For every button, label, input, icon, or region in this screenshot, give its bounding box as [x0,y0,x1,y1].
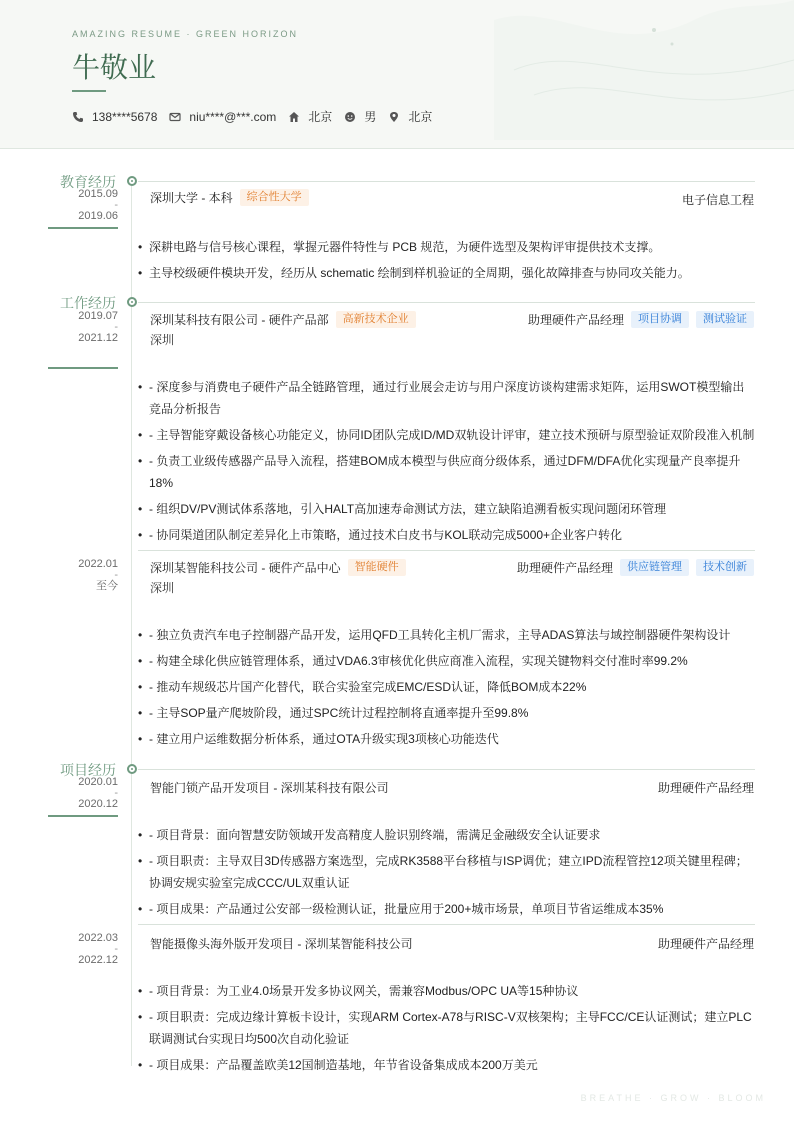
contact-row [72,108,444,125]
section-divider-education [138,181,755,182]
education-bullets [138,236,755,288]
education-school [150,189,309,206]
list-item: • 深耕电路与信号核心课程，掌握元器件特性与 PCB 规范，为硬件选型及架构评审提供技术支撑。 [138,236,755,258]
list-item: • - 建立用户运维数据分析体系，通过OTA升级实现3项核心功能迭代 [138,728,755,750]
school-tag: 综合性大学 [240,189,309,206]
footer-watermark: BREATHE · GROW · BLOOM [580,1093,766,1103]
gender-text: 男 [364,110,377,124]
work-role-1 [528,311,754,328]
role-tag: 技术创新 [696,559,754,576]
candidate-name: 牛敬业 [72,51,157,84]
timeline-dot-projects [127,764,137,774]
decorative-waves [494,0,794,140]
entry-divider-work-2 [138,550,755,551]
work-city-2: 深圳 [150,581,175,595]
project-role-1: 助理硬件产品经理 [657,781,754,795]
project-date-1: 2020.01 - 2020.12 [78,776,118,810]
timeline-line [131,186,132,1066]
work-city-1: 深圳 [150,333,175,347]
list-item: • 主导校级硬件模块开发，经历从 schematic 绘制到样机验证的全周期，强化故障排查与协同攻关能力。 [138,262,755,284]
phone-number: 138****5678 [92,109,158,124]
name-underline [72,90,106,92]
work-date-2: 2022.01 - 至今 [78,558,118,592]
list-item: • - 组织DV/PV测试体系落地，引入HALT高加速寿命测试方法，建立缺陷追溯看板实现问题闭环管理 [138,498,755,520]
list-item: • - 负责工业级传感器产品导入流程，搭建BOM成本模型与供应商分级体系，通过DFM/DFA优化实现量产良率提升18% [138,450,755,494]
work-bullets-2 [138,624,755,754]
work-role-2 [517,559,754,576]
contact-email [169,110,276,124]
project-bullets-2 [138,980,755,1080]
location-icon [388,111,400,123]
list-item: • - 项目职责：主导双目3D传感器方案选型，完成RK3588平台移植与ISP调优；建立IPD流程管控12项关键里程碑；协调安规实验室完成CCC/UL双重认证 [138,850,755,894]
projects-underline [48,815,118,817]
list-item: • - 深度参与消费电子硬件产品全链路管理，通过行业展会走访与用户深度访谈构建需求矩阵，运用SWOT模型输出竞品分析报告 [138,376,755,420]
section-title-work: 工作经历 [60,296,116,312]
contact-hometown [288,108,332,125]
company-tag: 高新技术企业 [336,311,416,328]
home-icon [288,111,300,123]
work-company-2 [150,559,406,576]
hometown-text: 北京 [308,110,333,124]
section-divider-work [138,302,755,303]
location-text: 北京 [408,110,433,124]
list-item: • - 推动车规级芯片国产化替代，联合实验室完成EMC/ESD认证，降低BOM成本22% [138,676,755,698]
phone-icon [72,111,84,123]
list-item: • - 主导SOP量产爬坡阶段，通过SPC统计过程控制将直通率提升至99.8% [138,702,755,724]
role-title: 助理硬件产品经理 [516,561,613,575]
section-divider-projects [138,769,755,770]
header-divider [0,148,794,149]
work-company-1 [150,311,416,328]
school-name: 深圳大学 - 本科 [150,191,233,205]
list-item: • - 主导智能穿戴设备核心功能定义，协同ID团队完成ID/MD双轨设计评审，建立技术预研与原型验证双阶段准入机制 [138,424,755,446]
section-title-education: 教育经历 [60,175,116,191]
section-title-projects: 项目经历 [60,763,116,779]
work-underline [48,367,118,369]
list-item: • - 项目背景：面向智慧安防领域开发高精度人脸识别终端，需满足金融级安全认证要求 [138,824,755,846]
list-item: • - 构建全球化供应链管理体系，通过VDA6.3审核优化供应商准入流程，实现关键物料交付准时率99.2% [138,650,755,672]
work-bullets-1 [138,376,755,550]
role-title: 助理硬件产品经理 [527,313,624,327]
list-item: • - 项目职责：完成边缘计算板卡设计，实现ARM Cortex-A78与RISC-V双核架构；主导FCC/CE认证测试；建立PLC联调测试台实现日均500次自动化验证 [138,1006,755,1050]
entry-divider-project-2 [138,924,755,925]
role-tag: 项目协调 [631,311,689,328]
contact-gender [344,108,376,125]
project-name-1: 智能门锁产品开发项目 - 深圳某科技有限公司 [150,781,389,795]
gender-icon [344,111,356,123]
company-tag: 智能硬件 [348,559,406,576]
list-item: • - 独立负责汽车电子控制器产品开发，运用QFD工具转化主机厂需求，主导ADAS算法与域控制器硬件架构设计 [138,624,755,646]
contact-phone [72,110,157,124]
timeline-dot-work [127,297,137,307]
list-item: • - 项目背景：为工业4.0场景开发多协议网关，需兼容Modbus/OPC UA等15种协议 [138,980,755,1002]
timeline-dot-education [127,176,137,186]
list-item: • - 项目成果：产品覆盖欧美12国制造基地，年节省设备集成成本200万美元 [138,1054,755,1076]
list-item: • - 协同渠道团队制定差异化上市策略，通过技术白皮书与KOL联动完成5000+企业客户转化 [138,524,755,546]
education-underline [48,227,118,229]
company-name: 深圳某智能科技公司 - 硬件产品中心 [150,561,341,575]
project-name-2: 智能摄像头海外版开发项目 - 深圳某智能科技公司 [150,937,413,951]
list-item: • - 项目成果：产品通过公安部一级检测认证，批量应用于200+城市场景，单项目节省运维成本35% [138,898,755,920]
email-address: niu****@***.com [189,109,277,124]
company-name: 深圳某科技有限公司 - 硬件产品部 [150,313,329,327]
work-date-1: 2019.07 - 2021.12 [78,310,118,344]
project-bullets-1 [138,824,755,924]
project-date-2: 2022.03 - 2022.12 [78,932,118,966]
education-date: 2015.09 - 2019.06 [78,188,118,222]
role-tag: 测试验证 [696,311,754,328]
project-role-2: 助理硬件产品经理 [657,937,754,951]
education-major: 电子信息工程 [681,193,754,207]
resume-tagline: AMAZING RESUME · GREEN HORIZON [72,29,299,39]
role-tag: 供应链管理 [620,559,689,576]
mail-icon [169,111,181,123]
contact-location [388,108,432,125]
